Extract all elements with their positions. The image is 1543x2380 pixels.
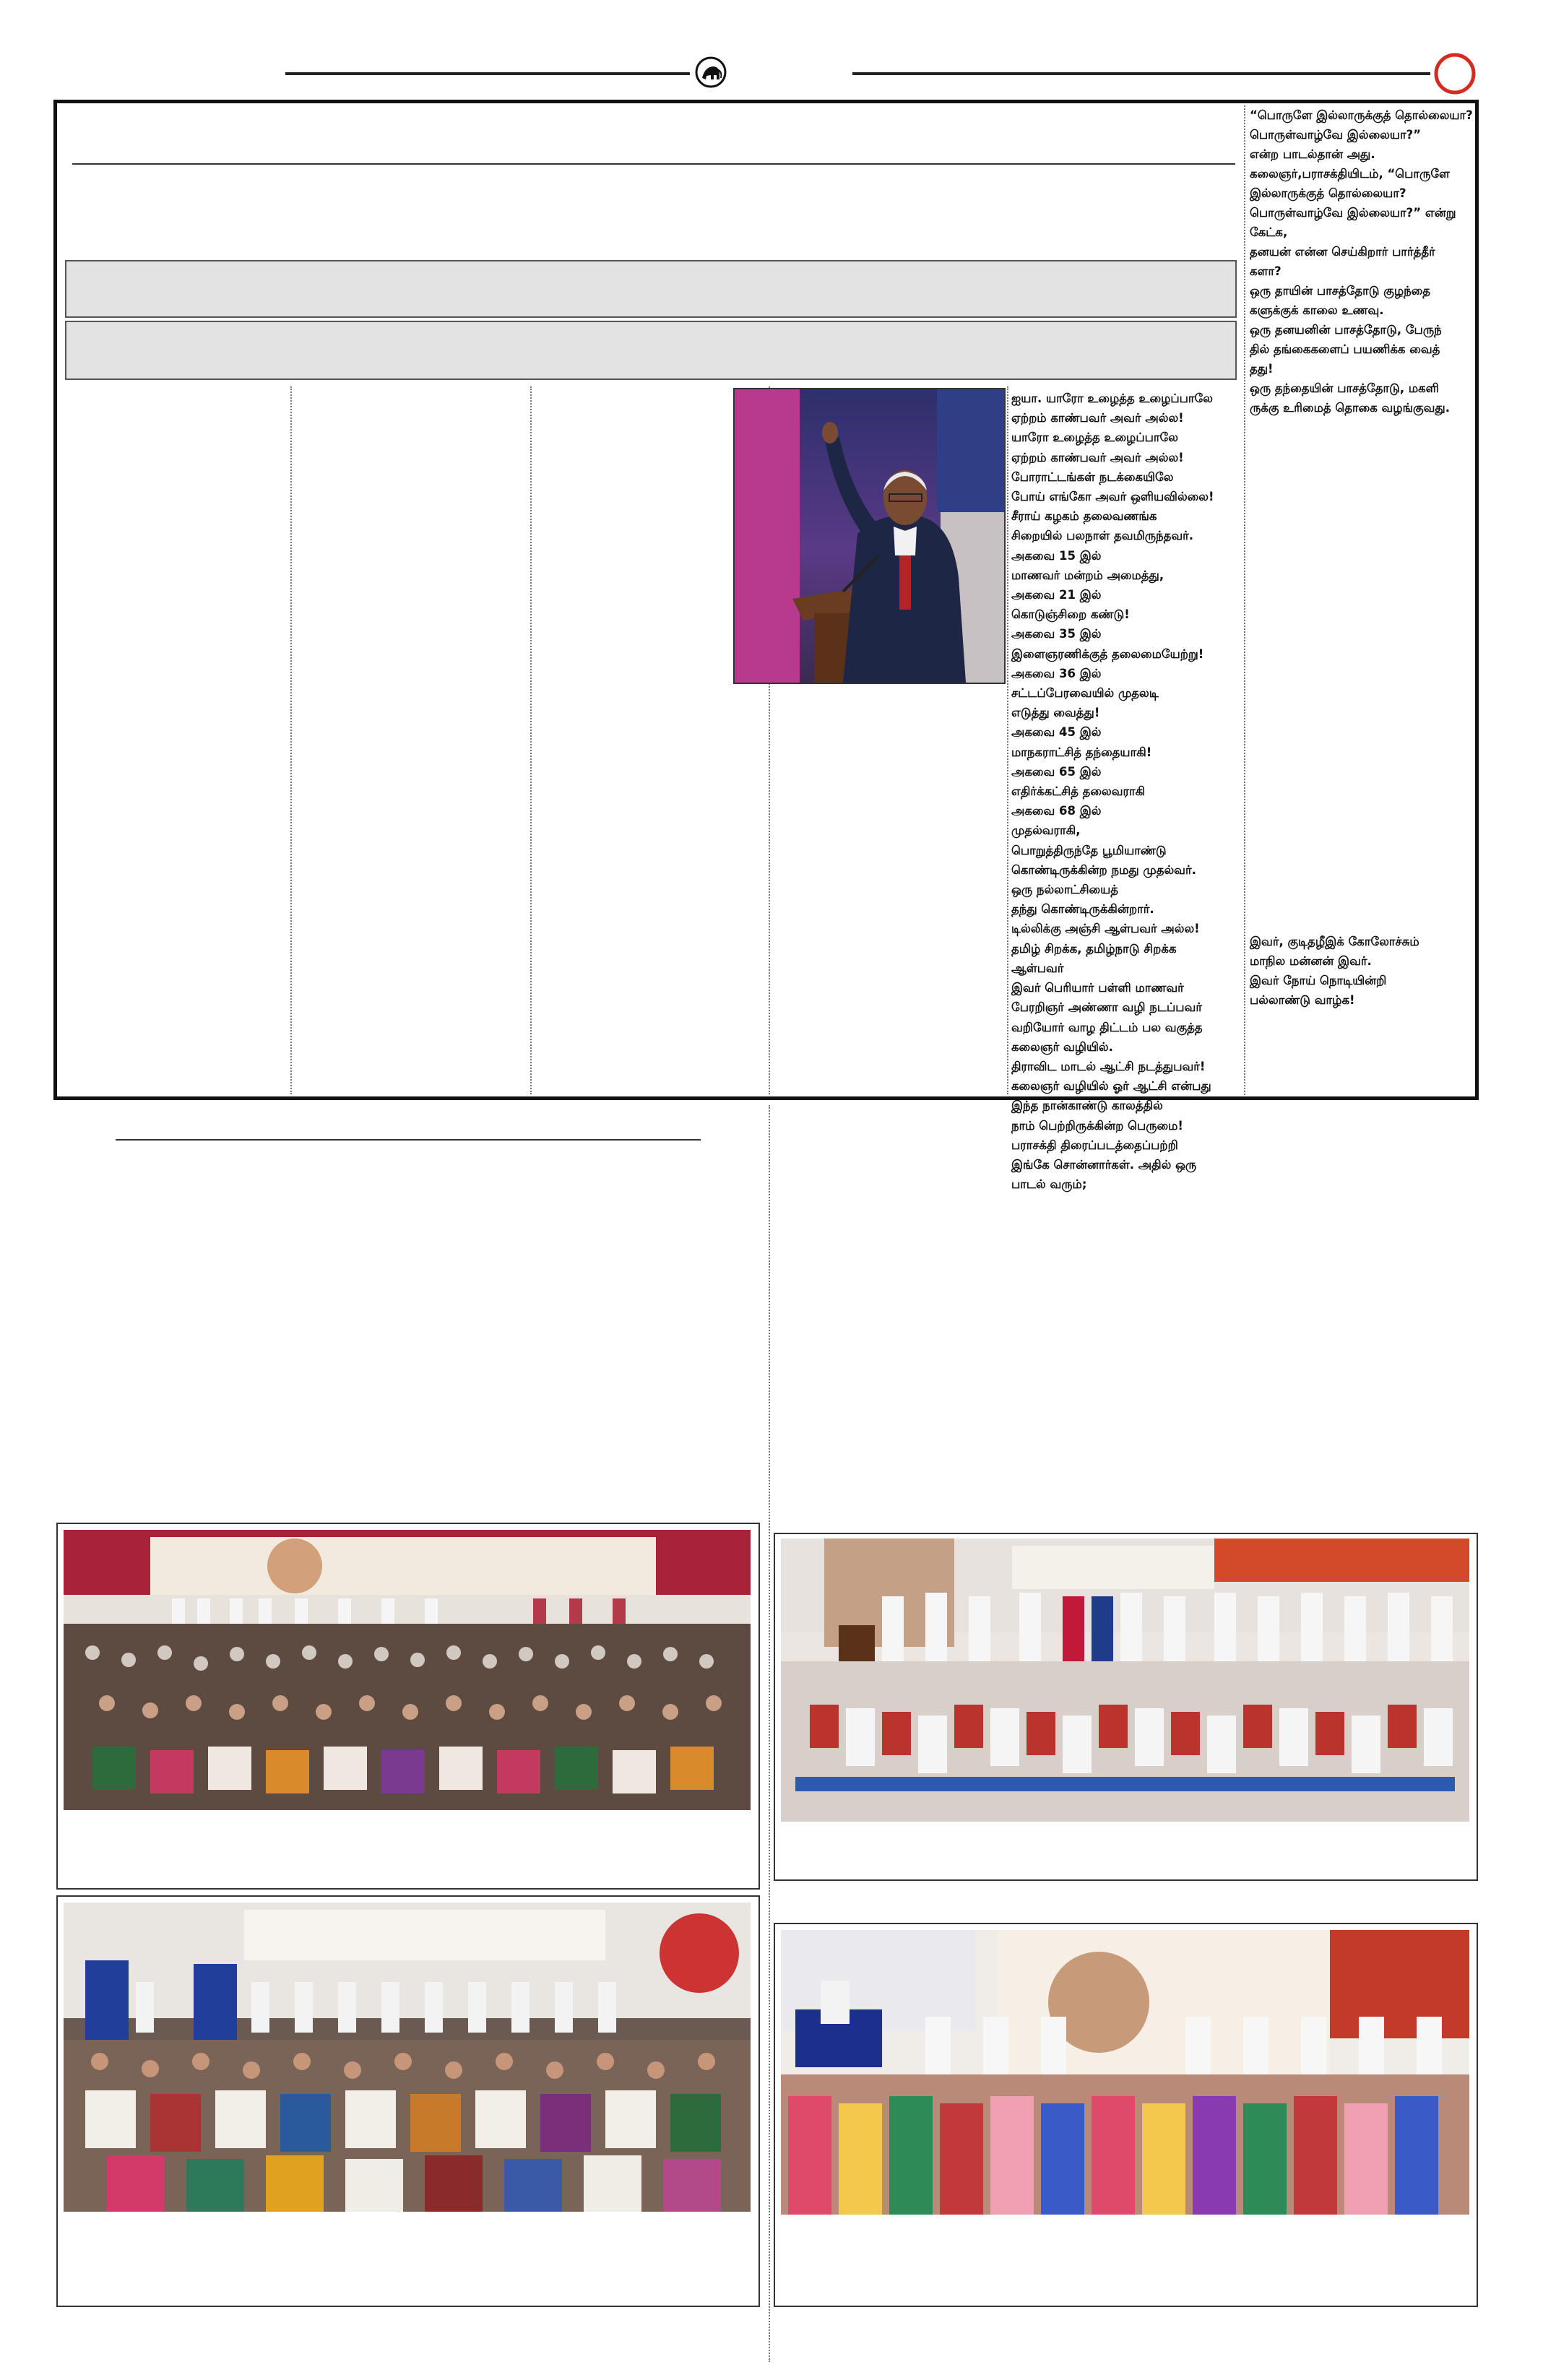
text-line: தில் தங்கைகளைப் பயணிக்க வைத்	[1250, 342, 1440, 356]
text-line: பாடல் வரும்;	[1011, 1177, 1087, 1192]
party-emblem-icon	[695, 56, 727, 88]
text-line: அகவை 65 இல்	[1011, 764, 1102, 779]
page-number-badge-icon	[1433, 52, 1477, 95]
text-line: முதல்வராகி,	[1011, 823, 1081, 838]
text-line: பேரறிஞர் அண்ணா வழி நடப்பவர்	[1011, 1000, 1202, 1015]
column-divider-right	[1244, 105, 1246, 1095]
text-line: எதிர்க்கட்சித் தலைவராகி	[1011, 784, 1146, 799]
text-line: நாம் பெற்றிருக்கின்ற பெருமை!	[1011, 1118, 1183, 1133]
public-meeting-stage-and-crowd-photo-4	[781, 1930, 1469, 2215]
text-line: அகவை 45 இல்	[1011, 725, 1102, 740]
text-line: வறியோர் வாழ திட்டம் பல வகுத்த	[1011, 1020, 1203, 1034]
text-line: மாநில மன்னன் இவர்.	[1250, 954, 1372, 968]
text-line: ஒரு தாயின் பாசத்தோடு குழந்தை	[1250, 284, 1431, 298]
text-line: இவர் பெரியார் பள்ளி மாணவர்	[1011, 981, 1184, 995]
text-line: இந்த நான்காண்டு காலத்தில்	[1011, 1099, 1163, 1113]
text-line: போராட்டங்கள் நடக்கையிலே	[1011, 469, 1174, 484]
text-line: போய் எங்கோ அவர் ஒளியவில்லை!	[1011, 490, 1214, 504]
text-line: பராசக்தி திரைப்படத்தைப்பற்றி	[1011, 1138, 1178, 1152]
text-line: இளைஞரணிக்குத் தலைமையேற்று!	[1011, 646, 1204, 661]
text-line: சிறையில் பலநாள் தவமிருந்தவர்.	[1011, 529, 1194, 543]
speaker-at-podium-photo	[733, 388, 1006, 684]
text-line: ஏற்றம் காண்பவர் அவர் அல்ல!	[1011, 411, 1184, 425]
text-line: பொருள்வாழ்வே இல்லையா?”	[1250, 128, 1422, 142]
article-text-column-right-bottom	[1250, 932, 1474, 1010]
text-line: இவர், குடிதழீஇக் கோலோச்சும்	[1250, 935, 1419, 948]
text-line: கலைஞர் வழியில்.	[1011, 1039, 1113, 1054]
text-line: அகவை 68 இல்	[1011, 804, 1102, 818]
subheading-band-1	[65, 260, 1237, 318]
text-line: கொடுஞ்சிறை கண்டு!	[1011, 607, 1130, 622]
text-line: ஒரு தனயனின் பாசத்தோடு, பேருந்	[1250, 323, 1442, 337]
article-text-column-middle	[1011, 389, 1240, 1194]
public-meeting-stage-and-crowd-photo-1	[64, 1530, 751, 1810]
text-line: சட்டப்பேரவையில் முதலடி	[1011, 686, 1159, 701]
text-line: ஐயா. யாரோ உழைத்த உழைப்பாலே	[1011, 391, 1213, 405]
text-line: அகவை 35 இல்	[1011, 627, 1102, 641]
column-divider-2	[530, 386, 532, 1094]
text-line: டில்லிக்கு அஞ்சி ஆள்பவர் அல்ல!	[1011, 922, 1200, 936]
header-rule-right	[852, 72, 1430, 75]
text-line: களா?	[1250, 264, 1281, 278]
text-line: கலைஞர்,பராசக்தியிடம், “பொருளே	[1250, 167, 1450, 181]
text-line: திராவிட மாடல் ஆட்சி நடத்துபவர்!	[1011, 1059, 1206, 1073]
text-line: ஆள்பவர்	[1011, 961, 1064, 975]
text-line: கொண்டிருக்கின்ற நமது முதல்வர்.	[1011, 862, 1196, 877]
public-meeting-stage-and-crowd-photo-3	[781, 1539, 1469, 1822]
column-divider-4	[1007, 386, 1009, 1094]
text-line: தது!	[1250, 362, 1274, 376]
lower-center-divider	[769, 1105, 771, 2362]
text-line: என்ற பாடல்தான் அது.	[1250, 147, 1375, 161]
article-text-column-right-top	[1250, 105, 1474, 417]
text-line: மாணவர் மன்றம் அமைத்து,	[1011, 568, 1164, 582]
text-line: அகவை 36 இல்	[1011, 666, 1102, 680]
text-line: பொருள்வாழ்வே இல்லையா?” என்று	[1250, 206, 1456, 220]
text-line: பல்லாண்டு வாழ்க!	[1250, 993, 1355, 1007]
text-line: “பொருளே இல்லாருக்குத் தொல்லையா?	[1250, 108, 1473, 122]
text-line: பொறுத்திருந்தே பூமியாண்டு	[1011, 843, 1167, 857]
text-line: தனயன் என்ன செய்கிறார் பார்த்தீர்	[1250, 245, 1435, 259]
text-line: சீராய் கழகம் தலைவணங்க	[1011, 509, 1157, 524]
column-divider-1	[290, 386, 293, 1094]
public-meeting-stage-and-crowd-photo-2	[64, 1903, 751, 2212]
text-line: அகவை 15 இல்	[1011, 548, 1102, 563]
text-line: அகவை 21 இல்	[1011, 588, 1102, 602]
text-line: ஒரு தந்தையின் பாசத்தோடு, மகளி	[1250, 381, 1439, 395]
text-line: யாரோ உழைத்த உழைப்பாலே	[1011, 430, 1178, 445]
header-rule-left	[285, 72, 690, 75]
text-line: ஏற்றம் காண்பவர் அவர் அல்ல!	[1011, 450, 1184, 464]
text-line: களுக்குக் காலை உணவு.	[1250, 303, 1384, 317]
lower-left-headline-rule	[116, 1139, 701, 1141]
text-line: எடுத்து வைத்து!	[1011, 706, 1100, 720]
text-line: மாநகராட்சித் தந்தையாகி!	[1011, 745, 1152, 759]
text-line: கேட்க,	[1250, 225, 1288, 239]
text-line: தந்து கொண்டிருக்கின்றார்.	[1011, 902, 1154, 917]
subheading-band-2	[65, 321, 1237, 380]
text-line: இவர் நோய் நொடியின்றி	[1250, 974, 1387, 987]
text-line: கலைஞர் வழியில் ஓர் ஆட்சி என்பது	[1011, 1079, 1211, 1094]
text-line: ஒரு நல்லாட்சியைத்	[1011, 883, 1119, 897]
text-line: இல்லாருக்குத் தொல்லையா?	[1250, 186, 1406, 200]
text-line: இங்கே சொன்னார்கள். அதில் ஒரு	[1011, 1157, 1197, 1172]
headline-underline	[72, 163, 1235, 165]
text-line: ருக்கு உரிமைத் தொகை வழங்குவது.	[1250, 401, 1450, 415]
text-line: தமிழ் சிறக்க, தமிழ்நாடு சிறக்க	[1011, 941, 1177, 956]
